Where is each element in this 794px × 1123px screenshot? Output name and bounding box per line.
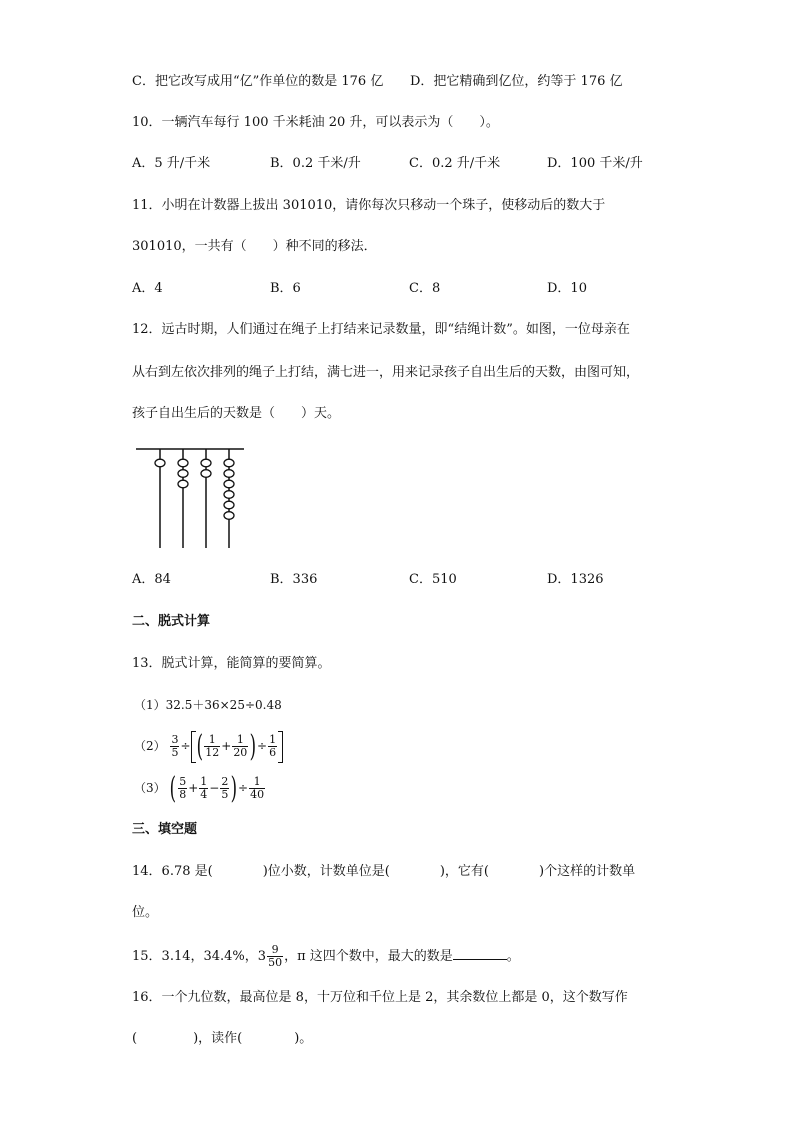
q13-part2 [134,729,283,763]
q11-stem-line1: 11．小明在计数器上拔出 301010，请你每次只移动一个珠子，使移动后的数大于 [132,198,606,213]
q13-part1-expression: 32.5＋36×25÷0.48 [165,698,282,712]
q12-option-c: C．510 [409,572,457,587]
q9-option-c: C．把它改写成用“亿”作单位的数是 176 亿 [132,74,384,89]
q14-line1 [132,864,635,880]
knot [178,459,188,467]
knot [178,480,188,488]
right-paren: ) [230,770,238,806]
q15-text-a: 15．3.14，34.4%， [132,949,258,964]
fraction-3-5: $\frac{3}{5}$ [171,733,179,759]
q15-answer-blank[interactable] [453,947,507,960]
q15-fraction-9-50: $\frac{9}{50}$ [268,943,283,969]
left-paren: ( [170,770,177,806]
q16-line1: 16．一个九位数，最高位是 8，十万位和千位上是 2，其余数位上都是 0，这个数写作 [132,990,628,1005]
knot-rope-figure [130,444,250,554]
fraction-1-40: $\frac{1}{40}$ [250,775,265,801]
fraction-1-20: $\frac{1}{20}$ [233,733,248,759]
q12-stem-line1: 12．远古时期，人们通过在绳子上打结来记录数量，即“结绳计数”。如图，一位母亲在 [132,322,630,337]
knot [201,459,211,467]
q13-part3-label: （3） [134,781,166,795]
q9-option-d: D．把它精确到亿位，约等于 176 亿 [410,74,623,89]
right-square-bracket [278,731,283,763]
divide-sign: ÷ [238,781,249,795]
q14-text-b: )位小数，计数单位是( [262,864,390,879]
q14-text-a: 14．6.78 是( [132,864,213,879]
fraction-1-12: $\frac{1}{12}$ [205,733,220,759]
q15-text-c: 。 [506,949,520,964]
q13-part3 [134,771,266,805]
q12-option-a: A．84 [132,572,171,587]
q16-line2 [132,1031,312,1047]
section3-title: 三、填空题 [132,822,198,837]
knot [178,470,188,478]
knot [224,459,234,467]
q12-stem-line2: 从右到左依次排列的绳子上打结，满七进一，用来记录孩子自出生后的天数，由图可知， [132,365,640,380]
q12-stem-line3: 孩子自出生后的天数是（ ）天。 [132,406,341,421]
q13-part1 [134,697,282,713]
q11-option-d: D．10 [547,281,587,296]
divide-sign: ÷ [180,739,191,753]
fraction-1-6: $\frac{1}{6}$ [269,733,277,759]
left-paren: ( [196,728,203,764]
knot [201,470,211,478]
q10-option-c: C．0.2 升/千米 [409,156,501,171]
knot [224,491,234,499]
knot [224,480,234,488]
q13-part1-label: （1） [134,698,166,712]
plus-sign: + [221,739,232,753]
q10-option-b: B．0.2 千米/升 [270,156,361,171]
q15-mixed-whole: 3 [257,949,267,964]
q16-text-d: )。 [294,1031,313,1046]
fraction-5-8: $\frac{5}{8}$ [179,775,187,801]
q10-option-d: D．100 千米/升 [547,156,643,171]
q10-stem: 10．一辆汽车每行 100 千米耗油 20 升，可以表示为（ ）。 [132,115,499,130]
q13-part2-label: （2） [134,739,166,753]
q11-option-a: A．4 [132,281,163,296]
left-square-bracket [191,731,196,763]
fraction-2-5: $\frac{2}{5}$ [221,775,229,801]
minus-sign: − [209,781,220,795]
q12-option-b: B．336 [270,572,318,587]
q14-text-d: )个这样的计数单 [539,864,636,879]
knot [224,501,234,509]
q11-option-c: C．8 [409,281,441,296]
q11-stem-line2: 301010，一共有（ ）种不同的移法． [132,239,377,254]
knot [155,459,165,467]
q10-option-a: A．5 升/千米 [132,156,211,171]
q16-text-b: ( [132,1031,138,1046]
q14-text-c: )，它有( [439,864,490,879]
right-paren: ) [249,728,257,764]
knot [224,512,234,520]
q13-stem: 13．脱式计算，能简算的要简算。 [132,656,331,671]
q14-line2: 位。 [132,905,159,920]
q11-option-b: B．6 [270,281,301,296]
knot [224,470,234,478]
divide-sign: ÷ [257,739,268,753]
plus-sign: + [188,781,199,795]
q15-line [132,940,520,974]
q15-text-b: ，π 这四个数中，最大的数是 [284,949,453,964]
q16-text-c: )，读作( [193,1031,243,1046]
fraction-1-4: $\frac{1}{4}$ [200,775,208,801]
q12-option-d: D．1326 [547,572,604,587]
section2-title: 二、脱式计算 [132,614,211,629]
